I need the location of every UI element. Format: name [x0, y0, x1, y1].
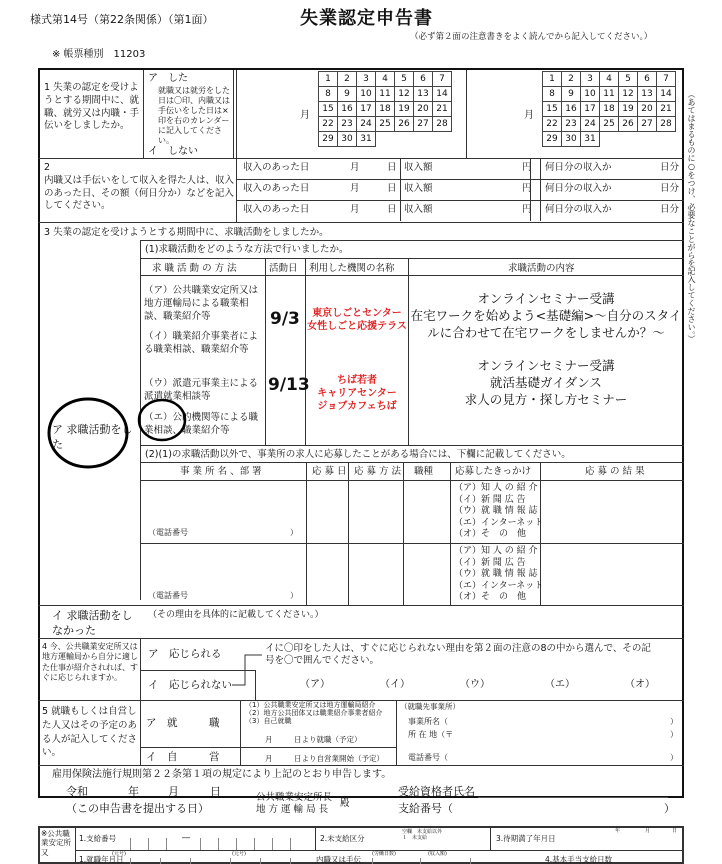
- dono: 殿: [340, 798, 350, 809]
- calendar-right-day[interactable]: 15: [543, 102, 562, 117]
- form-code: 様式第14号（第22条関係）（第1面）: [30, 13, 214, 26]
- footer-field-1: 1.支給番号: [79, 834, 117, 843]
- office-head-1: 公共職業安定所長: [256, 792, 333, 803]
- calendar-left-day[interactable]: 14: [433, 87, 452, 102]
- header-note: （必ず第２面の注意書きをよく読んでから記入してください。）: [410, 32, 653, 42]
- calendar-left-day[interactable]: 10: [357, 87, 376, 102]
- employer-name: 事業所名（: [408, 717, 448, 726]
- route-2: （2）地方公共団体又は職業紹介事業者紹介: [245, 709, 383, 717]
- calendar-left-day[interactable]: 24: [357, 117, 376, 132]
- employer-phone: 電話番号（: [408, 753, 448, 762]
- section4-choice-3[interactable]: （ウ）: [460, 679, 490, 690]
- apply-2-phone: （電話番号: [148, 591, 188, 600]
- section4-label: 4 今、公共職業安定所又は地方運輸局から自分に適した仕事が紹介されれば、すぐに応じられますか。: [42, 642, 138, 683]
- form-title: 失業認定申告書: [300, 8, 433, 29]
- calendar-left-day[interactable]: 30: [338, 132, 357, 147]
- calendar-left-day[interactable]: 23: [338, 117, 357, 132]
- col-date: 活動日: [269, 263, 298, 274]
- footer-field-rest: 4.基本手当支給日数: [545, 855, 613, 864]
- calendar-right-day[interactable]: 29: [543, 132, 562, 147]
- year-label: 年: [128, 785, 139, 798]
- section5-option-i[interactable]: イ 自 営: [146, 751, 220, 763]
- calendar-left-day[interactable]: 18: [376, 102, 395, 117]
- income-days-unit-3: 日分: [660, 204, 680, 215]
- calendar-right-day[interactable]: 5: [619, 72, 638, 87]
- calendar-left-day[interactable]: 29: [319, 132, 338, 147]
- section4-choice-4[interactable]: （エ）: [545, 679, 575, 690]
- calendar-left-day[interactable]: 31: [357, 132, 376, 147]
- calendar-left-day[interactable]: 21: [433, 102, 452, 117]
- footer-year: 年: [615, 828, 621, 834]
- footer-field-3: 3.待期満了年月日: [496, 834, 556, 843]
- section4-choice-5[interactable]: （オ）: [625, 679, 655, 690]
- income-day-2: 日: [387, 183, 397, 194]
- calendar-right-day[interactable]: 27: [638, 117, 657, 132]
- method-u: （ウ）派遣元事業主による派遣就業相談等: [144, 378, 259, 402]
- calendar-left-day[interactable]: 6: [414, 72, 433, 87]
- activity-2-date: 9/13: [268, 375, 310, 395]
- income-amount-label-3: 収入額: [404, 204, 433, 215]
- calendar-left-day[interactable]: 11: [376, 87, 395, 102]
- method-a: （ア）公共職業安定所又は地方運輸局による職業相談、職業紹介等: [144, 285, 259, 322]
- route-1: （1）公共職業安定所又は地方運輸局紹介: [245, 701, 376, 709]
- calendar-left-day[interactable]: 8: [319, 87, 338, 102]
- calendar-left-day[interactable]: 5: [395, 72, 414, 87]
- apply-1-trigger-4[interactable]: （エ）インターネット: [454, 517, 544, 528]
- footer-dash: ―: [182, 833, 190, 842]
- calendar-left-day[interactable]: 16: [338, 102, 357, 117]
- calendar-right-day[interactable]: 10: [581, 87, 600, 102]
- calendar-left-day[interactable]: 28: [433, 117, 452, 132]
- section4-choice-2[interactable]: （イ）: [380, 679, 410, 690]
- income-day-label-2: 収入のあった日: [243, 183, 310, 194]
- col-company: 事 業 所 名 、部 署: [180, 466, 262, 477]
- income-month-3: 月: [350, 204, 360, 215]
- calendar-left-day[interactable]: 17: [357, 102, 376, 117]
- income-yen-3: 円: [522, 204, 532, 215]
- col-job: 職種: [414, 466, 434, 477]
- job-start-label: 日より就職（予定）: [294, 735, 362, 744]
- income-yen-1: 円: [522, 162, 532, 173]
- section3-q1: (1)求職活動をどのような方法で行いましたか。: [145, 244, 349, 255]
- calendar-left-day[interactable]: 9: [338, 87, 357, 102]
- declaration-text: 雇用保険法施行規則第２２条第１項の規定により上記のとおり申告します。: [52, 769, 392, 780]
- calendar-right-day[interactable]: 31: [581, 132, 600, 147]
- income-day-1: 日: [387, 162, 397, 173]
- footer-field-2-options: 空欄 未支給以外 １ 未支給: [402, 829, 443, 841]
- footer-era-2: (元号): [232, 851, 246, 857]
- footer-field-naishoku: 内職又は手伝: [316, 855, 361, 864]
- section4-option-a[interactable]: ア 応じられる: [148, 648, 222, 660]
- footer-labor-days: (労働日数): [372, 851, 396, 857]
- era: 令和: [66, 785, 88, 798]
- calendar-right-day[interactable]: 4: [600, 72, 619, 87]
- footer-field-work-date: 1.就職年月日: [79, 855, 124, 864]
- income-month-2: 月: [350, 183, 360, 194]
- day-label: 日: [210, 785, 221, 798]
- activity-2-agency: ちば若者 キャリアセンター ジョブカフェちば: [317, 375, 397, 412]
- calendar-left-day[interactable]: 25: [376, 117, 395, 132]
- income-amount-label-1: 収入額: [404, 162, 433, 173]
- col-trigger: 応募したきっかけ: [455, 466, 532, 477]
- method-i: （イ）職業紹介事業者による職業相談、職業紹介等: [144, 331, 259, 355]
- route-3: （3）自己就職: [245, 717, 292, 725]
- job-start-month: 月: [265, 735, 273, 744]
- section1-option-a[interactable]: ア した: [148, 73, 188, 84]
- calendar-left-day[interactable]: 7: [433, 72, 452, 87]
- self-start-month: 月: [265, 754, 273, 763]
- calendar-right-day[interactable]: 23: [562, 117, 581, 132]
- calendar-right-day[interactable]: 20: [638, 102, 657, 117]
- footer-income: (収入額): [428, 851, 447, 857]
- section3-label: 3 失業の認定を受けようとする期間中に、求職活動をしましたか。: [44, 227, 329, 238]
- submit-note: （この申告書を提出する日）: [66, 802, 209, 815]
- no-activity-reason: （その理由を具体的に記載してください。）: [148, 610, 324, 620]
- section2-label: 2 内職又は手伝いをして収入を得た人は、収入のあった日、その額（何日分か）などを記入してください。: [44, 162, 235, 212]
- apply-2-trigger-4[interactable]: （エ）インターネット: [454, 580, 544, 591]
- footer-field-2: 2.未支給区分: [320, 834, 365, 843]
- section4-choice-1[interactable]: （ア）: [300, 679, 330, 690]
- calendar-right-day[interactable]: 22: [543, 117, 562, 132]
- section1-instruction: 就職又は就労をした日は〇印、内職又は手伝いをした日は×印を右のカレンダーに記入してください。: [158, 86, 230, 145]
- section5-label: 5 就職もしくは自営した人又はその予定のある人が記入してください。: [42, 706, 138, 759]
- calendar-right-day[interactable]: 25: [600, 117, 619, 132]
- apply-1-trigger-3[interactable]: （ウ）就 職 情 報 誌: [454, 506, 538, 516]
- col-content: 求職活動の内容: [508, 263, 575, 274]
- activity-1-agency: 東京しごとセンター 女性しごと応援テラス: [307, 308, 407, 332]
- calendar-left-day[interactable]: 12: [395, 87, 414, 102]
- section3-option-i[interactable]: イ 求職活動をしなかった: [52, 609, 133, 638]
- activity-1-content: オンラインセミナー受講 在宅ワークを始めよう<基礎編>〜自分のスタイルに合わせて在宅ワークをしませんか？〜: [410, 291, 682, 340]
- calendar-right-day[interactable]: 2: [562, 72, 581, 87]
- calendar-left-month: 月: [300, 110, 310, 121]
- section3-option-a[interactable]: ア 求職活動をした: [52, 423, 133, 452]
- calendar-right-day[interactable]: 1: [543, 72, 562, 87]
- income-days-unit-1: 日分: [660, 162, 680, 173]
- apply-2-trigger-1[interactable]: （ア）知 人 の 紹 介: [454, 546, 538, 556]
- calendar-right-day[interactable]: 17: [581, 102, 600, 117]
- apply-2-trigger-3[interactable]: （ウ）就 職 情 報 誌: [454, 569, 538, 579]
- income-day-label-1: 収入のあった日: [243, 162, 310, 173]
- apply-1-trigger-5[interactable]: （オ）そ の 他: [454, 529, 527, 539]
- employer-address-close: ）: [670, 730, 678, 739]
- recipient-no-label: 支給番号（: [398, 802, 453, 815]
- col-agency: 利用した機関の名称: [309, 263, 395, 274]
- calendar-right-day[interactable]: 30: [562, 132, 581, 147]
- calendar-right-day[interactable]: 16: [562, 102, 581, 117]
- self-start-label: 日より自営業開始（予定）: [294, 754, 384, 763]
- apply-1-phone-close: ）: [290, 528, 298, 537]
- calendar-left-day[interactable]: 1: [319, 72, 338, 87]
- apply-2-phone-close: ）: [290, 591, 298, 600]
- income-yen-2: 円: [522, 183, 532, 194]
- calendar-right-day[interactable]: 9: [562, 87, 581, 102]
- office-head-2: 地 方 運 輸 局 長: [256, 804, 329, 815]
- calendar-left-day[interactable]: 19: [395, 102, 414, 117]
- col-method: 求 職 活 動 の 方 法: [152, 263, 237, 274]
- ledger-label: ※ 帳票種別 11203: [52, 49, 146, 60]
- income-amount-label-2: 収入額: [404, 183, 433, 194]
- calendar-right-day[interactable]: 11: [600, 87, 619, 102]
- calendar-right-day[interactable]: 7: [657, 72, 676, 87]
- method-e: （エ）公的機関等による職業相談、職業紹介等: [144, 412, 259, 436]
- col-apply-date: 応 募 日: [312, 466, 347, 477]
- apply-2-trigger-5[interactable]: （オ）そ の 他: [454, 592, 527, 602]
- side-note: （あてはまるものに○をつけ、必要なことがらを記入してください。）: [687, 90, 696, 343]
- section5-option-a[interactable]: ア 就 職: [146, 717, 220, 729]
- calendar-right-day[interactable]: 8: [543, 87, 562, 102]
- employer-address: 所 在 地（〒: [408, 730, 454, 739]
- income-days-label-1: 何日分の収入か: [545, 162, 612, 173]
- calendar-left-day[interactable]: 13: [414, 87, 433, 102]
- calendar-left-day[interactable]: 27: [414, 117, 433, 132]
- section1-label: 1 失業の認定を受けようとする期間中に、就職、就労又は内職・手伝いをしましたか。: [44, 82, 140, 132]
- calendar-right-month: 月: [524, 110, 534, 121]
- calendar-left-day[interactable]: 20: [414, 102, 433, 117]
- col-result: 応 募 の 結 果: [585, 466, 645, 477]
- activity-2-content: オンラインセミナー受講 就活基礎ガイダンス 求人の見方・探し方セミナー: [464, 358, 628, 407]
- employer-head: （就職先事業所）: [400, 702, 460, 711]
- calendar-right-day[interactable]: 24: [581, 117, 600, 132]
- section4-option-i[interactable]: イ 応じられない: [148, 679, 232, 691]
- calendar-left-day[interactable]: 3: [357, 72, 376, 87]
- section3-q2: (2)(1)の求職活動以外で、事業所の求人に応募したことがある場合には、下欄に記載してください。: [145, 449, 571, 460]
- apply-1-phone: （電話番号: [148, 528, 188, 537]
- apply-1-trigger-1[interactable]: （ア）知 人 の 紹 介: [454, 483, 538, 493]
- calendar-left-day[interactable]: 2: [338, 72, 357, 87]
- employer-phone-close: ）: [670, 753, 678, 762]
- calendar-right-day[interactable]: 28: [657, 117, 676, 132]
- recipient-name-label: 受給資格者氏名: [398, 785, 475, 798]
- calendar-right-day[interactable]: 3: [581, 72, 600, 87]
- calendar-right-day[interactable]: 19: [619, 102, 638, 117]
- month-label: 月: [168, 785, 179, 798]
- employer-name-close: ）: [670, 717, 678, 726]
- footer-era-1: (元号): [112, 851, 126, 857]
- footer-month: 月: [645, 828, 651, 834]
- recipient-no-close: ）: [664, 802, 675, 815]
- income-day-label-3: 収入のあった日: [243, 204, 310, 215]
- activity-1-date: 9/3: [270, 309, 300, 329]
- calendar-left-day[interactable]: 22: [319, 117, 338, 132]
- calendar-left-day[interactable]: 4: [376, 72, 395, 87]
- section1-option-i[interactable]: イ しない: [148, 146, 198, 157]
- apply-2-trigger-2[interactable]: （イ）新 聞 広 告: [454, 557, 526, 568]
- footer-day: 日: [672, 828, 678, 834]
- calendar-right-day[interactable]: 6: [638, 72, 657, 87]
- calendar-right-day[interactable]: 13: [638, 87, 657, 102]
- calendar-right-day[interactable]: 18: [600, 102, 619, 117]
- calendar-left-day[interactable]: 15: [319, 102, 338, 117]
- apply-1-trigger-2[interactable]: （イ）新 聞 広 告: [454, 494, 526, 505]
- income-month-1: 月: [350, 162, 360, 173]
- income-days-label-3: 何日分の収入か: [545, 204, 612, 215]
- calendar-right-day[interactable]: 26: [619, 117, 638, 132]
- calendar-left-day[interactable]: 26: [395, 117, 414, 132]
- office-use-label: ※公共職業安定所又: [41, 829, 71, 857]
- calendar-right-day[interactable]: 12: [619, 87, 638, 102]
- section4-note: イに〇印をした人は、すぐに応じられない理由を第２面の注意の8の中から選んで、その記号を〇で囲んでください。: [265, 643, 651, 666]
- income-day-3: 日: [387, 204, 397, 215]
- calendar-right-day[interactable]: 21: [657, 102, 676, 117]
- income-days-unit-2: 日分: [660, 183, 680, 194]
- calendar-right-day[interactable]: 14: [657, 87, 676, 102]
- col-apply-method: 応 募 方 法: [354, 466, 402, 477]
- income-days-label-2: 何日分の収入か: [545, 183, 612, 194]
